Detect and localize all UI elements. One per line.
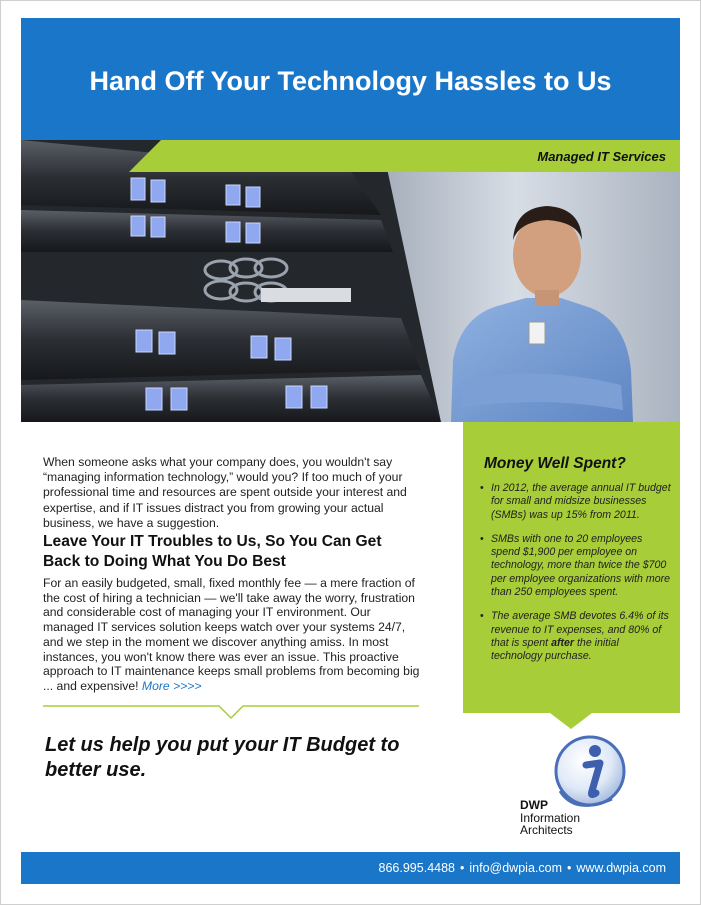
section-subheading: Leave Your IT Troubles to Us, So You Can Get Back to Doing What You Do Best	[43, 533, 382, 570]
emphasis-text: after	[551, 636, 575, 649]
intro-paragraph: When someone asks what your company does, you wouldn't say “managing information technology,” would you? If too much of your professional time and resources are spent outside your interest and expertise, and if IT issues distract you from growing your actual business, we have a suggestion.	[43, 455, 407, 530]
sidebar-list	[479, 482, 671, 675]
page-title: Hand Off Your Technology Hassles to Us	[89, 66, 612, 96]
sidebar-bullet: • In 2012, the average annual IT budget for small and midsize businesses (SMBs) was up 15% from 2011.	[479, 482, 671, 522]
sidebar-pointer	[550, 713, 592, 729]
sidebar-bullet: • SMBs with one to 20 employees spend $1,900 per employee on technology, more than twice the $700 per employee organizations with more than 250 employees spent.	[479, 533, 671, 599]
section-banner	[21, 140, 680, 172]
phone-number[interactable]: 866.995.4488	[378, 861, 455, 875]
hero-photo	[21, 140, 680, 422]
server-room-illustration	[21, 140, 680, 422]
divider-line	[43, 700, 419, 722]
logo-wordmark: DWP Information Architects	[520, 798, 581, 837]
section-label: Managed IT Services	[537, 149, 666, 164]
header-banner	[21, 18, 680, 140]
body-text: For an easily budgeted, small, fixed monthly fee — a mere fraction of the cost of hiring a technician — we'll take away the worry, frustration and considerable cost of managing your IT environment. Our managed IT services solution keeps watch over your systems 24/7, and we step in the moment we discover anything amiss. In most instances, you won't know there was ever an issue. This proactive approach to IT maintenance keeps small problems from becoming big ... and expensive!	[43, 576, 420, 693]
server-rack	[21, 140, 441, 422]
tagline: Let us help you put your IT Budget to better use.	[45, 734, 400, 781]
sidebar-callout	[463, 422, 680, 713]
sidebar-title: Money Well Spent?	[484, 455, 626, 472]
footer-bar	[21, 852, 680, 884]
email-link[interactable]: info@dwpia.com	[469, 861, 562, 875]
website-link[interactable]: www.dwpia.com	[576, 861, 666, 875]
more-link[interactable]: More >>>>	[141, 678, 202, 693]
body-paragraph	[43, 576, 423, 694]
contact-info: 866.995.4488 • info@dwpia.com • www.dwpia.com	[378, 861, 666, 875]
sidebar-bullet: • The average SMB devotes 6.4% of its revenue to IT expenses, and 80% of that is spent after the initial technology purchase.	[479, 610, 671, 663]
